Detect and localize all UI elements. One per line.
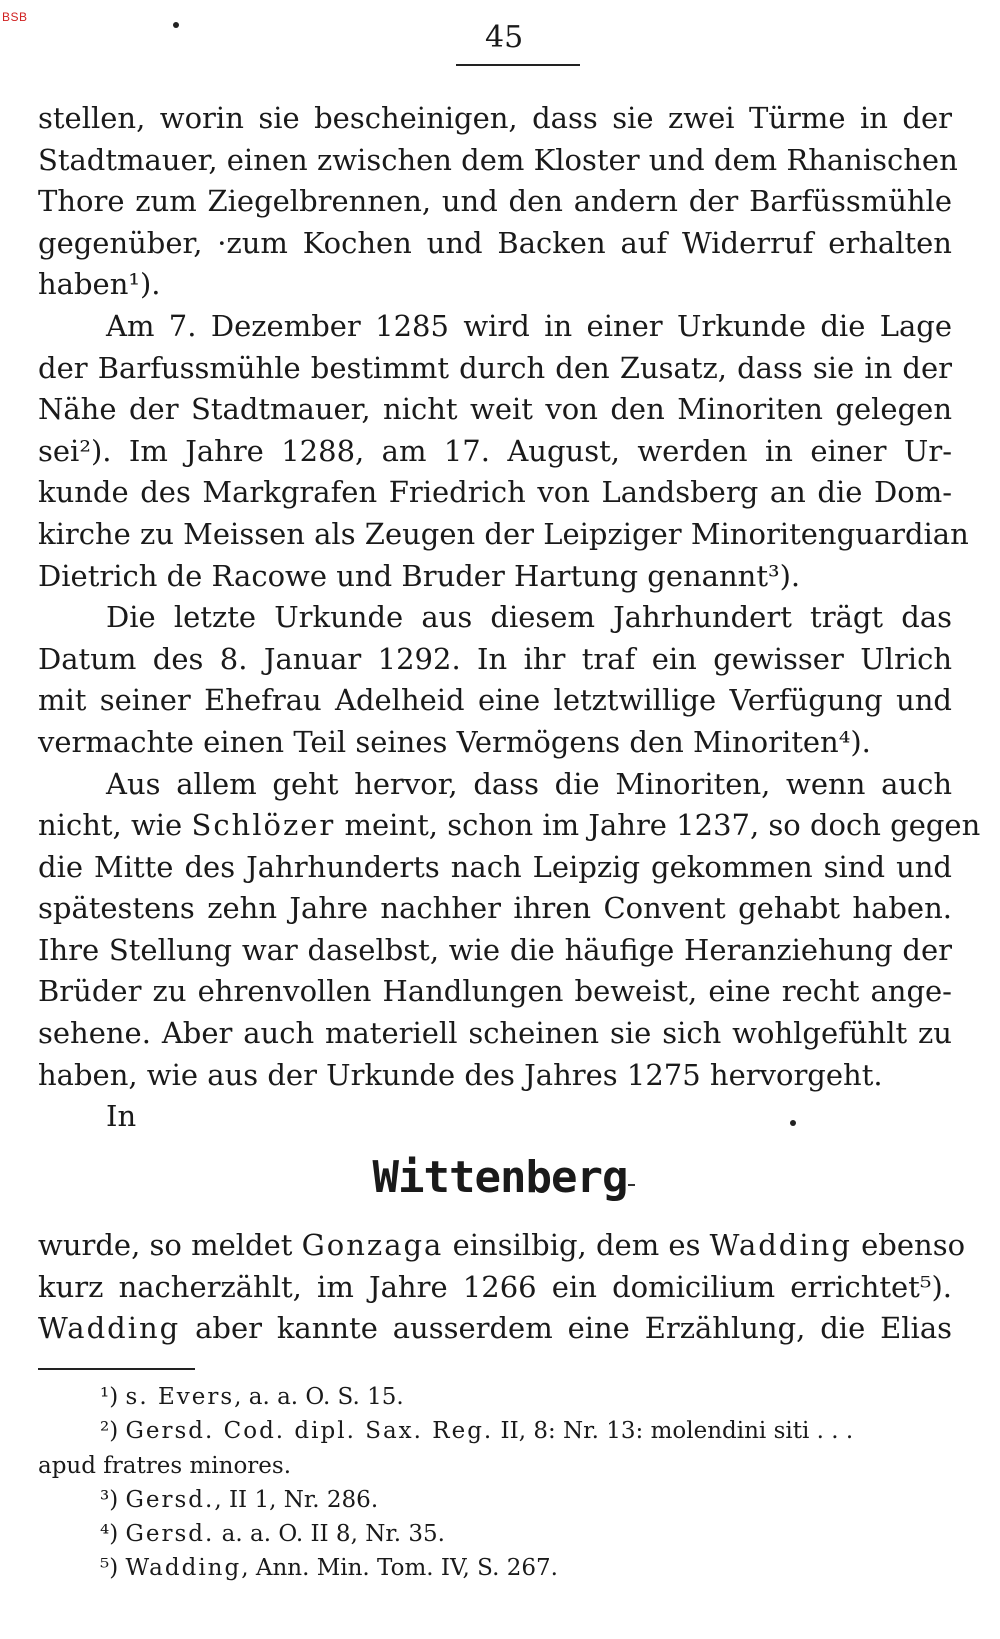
body-text — [38, 98, 981, 1138]
text-run: ebenso — [851, 1228, 966, 1262]
text-line: gegenüber, ·zum Kochen und Backen auf Widerruf erhalten — [38, 225, 952, 260]
text-line: Thore zum Ziegelbrennen, und den andern der Barfüssmühle — [38, 184, 952, 219]
text-line: kunde des Markgrafen Friedrich von Landsberg an die Dom- — [38, 475, 952, 510]
footnote-1 — [38, 1380, 952, 1414]
text-line — [38, 1225, 966, 1267]
footnote-rule — [38, 1368, 195, 1370]
footnote-text: , II 1, Nr. 286. — [214, 1486, 379, 1513]
text-run: aber kannte ausserdem eine Erzählung, die Elias — [180, 1311, 952, 1346]
text-run: einsilbig, dem es — [443, 1228, 710, 1262]
text-line: sehene. Aber auch materiell scheinen sie sich wohlgefühlt zu — [38, 1016, 952, 1051]
text-line: die Mitte des Jahrhunderts nach Leipzig gekommen sind und — [38, 849, 952, 884]
text-line: Stadtmauer, einen zwischen dem Kloster und dem Rhanischen — [38, 142, 958, 177]
footnote-3 — [38, 1483, 952, 1517]
footnote-source: Gersd. — [125, 1521, 215, 1548]
text-line: Ihre Stellung war daselbst, wie die häufige Heranziehung der — [38, 932, 952, 967]
footnote-text: , Ann. Min. Tom. IV, S. 267. — [241, 1555, 558, 1582]
scan-speck — [628, 1184, 635, 1186]
text-line: kurz nacherzählt, im Jahre 1266 ein domicilium errichtet⁵). — [38, 1269, 952, 1304]
text-line: der Barfussmühle bestimmt durch den Zusatz, dass sie in der — [38, 350, 952, 385]
text-line: spätestens zehn Jahre nachher ihren Convent gehabt haben. — [38, 891, 952, 926]
footnote-mark: ⁴) — [100, 1521, 119, 1548]
library-watermark: BSB — [2, 10, 28, 24]
header-rule — [456, 64, 580, 66]
text-line: sei²). Im Jahre 1288, am 17. August, werden in einer Ur- — [38, 433, 952, 468]
text-run: meint, schon im Jahre 1237, so doch gegen — [335, 808, 981, 843]
footnote-source: Gersd. Cod. dipl. Sax. Reg. — [125, 1418, 494, 1445]
text-line — [38, 805, 981, 847]
text-line — [38, 1308, 952, 1350]
footnote-mark: ¹) — [100, 1384, 119, 1410]
footnote-mark: ³) — [100, 1486, 119, 1513]
text-line: Brüder zu ehrenvollen Handlungen beweist, eine recht ange- — [38, 974, 952, 1009]
text-line: Dietrich de Racowe und Bruder Hartung genannt³). — [38, 558, 801, 593]
author-name-wadding: Wadding — [709, 1228, 852, 1262]
footnote-5 — [38, 1551, 952, 1585]
footnote-text: , a. a. O. S. 15. — [234, 1384, 404, 1410]
footnote-source: Gersd. — [125, 1486, 215, 1513]
footnote-text: II, 8: Nr. 13: molendini siti . . . — [493, 1418, 854, 1445]
footnote-source: Wadding — [125, 1555, 242, 1582]
text-line: vermachte einen Teil seines Vermögens den Minoriten⁴). — [38, 724, 871, 759]
footnote-text: a. a. O. II 8, Nr. 35. — [214, 1521, 445, 1548]
author-name-wadding: Wadding — [38, 1311, 181, 1346]
text-line: In — [106, 1099, 137, 1134]
footnote-2 — [38, 1414, 952, 1448]
text-line: haben, wie aus der Urkunde des Jahres 1275 hervorgeht. — [38, 1057, 883, 1092]
text-line: Nähe der Stadtmauer, nicht weit von den Minoriten gelegen — [38, 392, 952, 427]
text-run: nicht, wie — [38, 808, 192, 843]
footnote-source: s. Evers — [125, 1384, 235, 1410]
text-line: mit seiner Ehefrau Adelheid eine letztwillige Verfügung und — [38, 683, 952, 718]
footnote-4 — [38, 1517, 952, 1551]
footnote-mark: ⁵) — [100, 1555, 119, 1582]
text-line: Datum des 8. Januar 1292. In ihr traf ein gewisser Ulrich — [38, 641, 952, 676]
footnote-2-continuation: apud fratres minores. — [38, 1452, 292, 1479]
page-number: 45 — [485, 20, 524, 55]
body-text — [38, 1225, 966, 1350]
text-line: Die letzte Urkunde aus diesem Jahrhundert trägt das — [106, 600, 952, 635]
text-line: Aus allem geht hervor, dass die Minoriten, wenn auch — [106, 766, 952, 801]
footnote-mark: ²) — [100, 1418, 119, 1445]
author-name-gonzaga: Gonzaga — [301, 1228, 444, 1262]
text-line: stellen, worin sie bescheinigen, dass sie zwei Türme in der — [38, 101, 952, 135]
footnotes — [38, 1380, 952, 1586]
text-line: kirche zu Meissen als Zeugen der Leipziger Minoritenguardian — [38, 516, 969, 551]
scan-speck — [790, 1120, 796, 1126]
section-heading: Wittenberg — [372, 1152, 628, 1203]
text-run: wurde, so meldet — [38, 1228, 302, 1262]
text-line: Am 7. Dezember 1285 wird in einer Urkunde die Lage — [106, 308, 952, 343]
author-name-schloezer: Schlözer — [191, 808, 336, 843]
text-line: haben¹). — [38, 267, 161, 302]
scan-speck — [173, 22, 179, 28]
